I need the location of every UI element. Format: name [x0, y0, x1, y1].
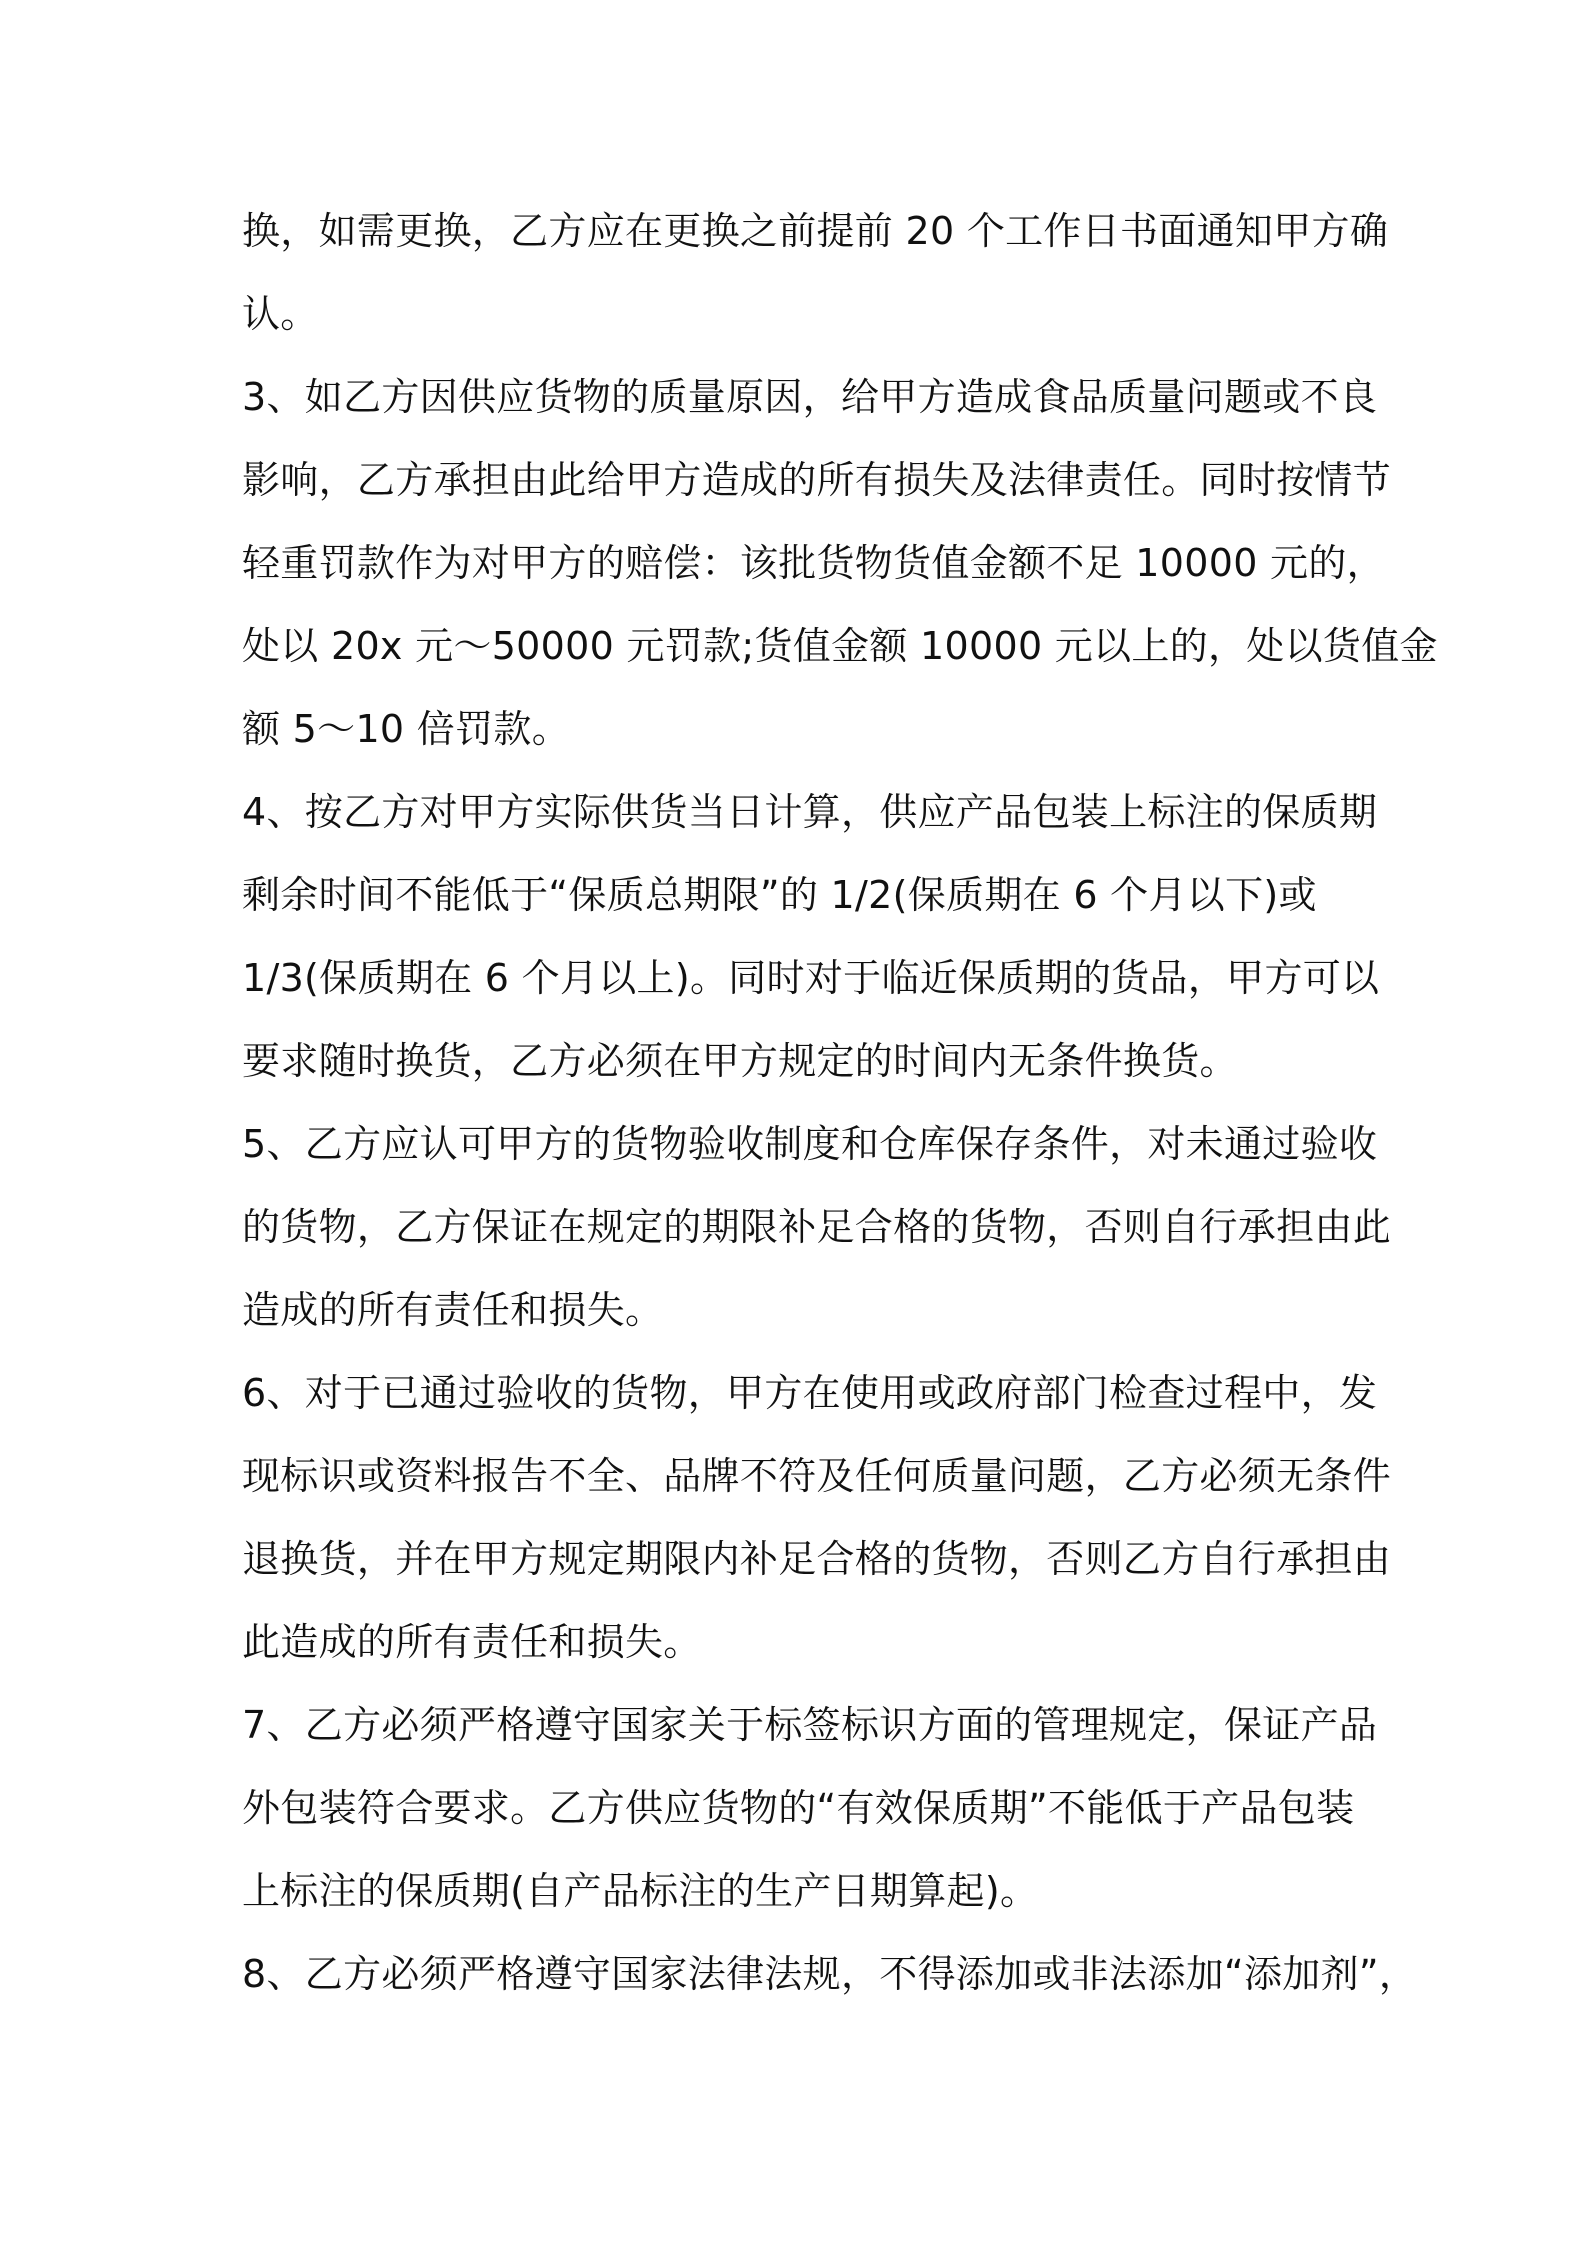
text-line: 造成的所有责任和损失。: [242, 1288, 664, 1332]
clause-4-line: 4、按乙方对甲方实际供货当日计算，供应产品包装上标注的保质期: [242, 790, 1378, 834]
text-line: 1/3(保质期在 6 个月以上)。同时对于临近保质期的货品，甲方可以: [242, 956, 1380, 1000]
text-line: 现标识或资料报告不全、品牌不符及任何质量问题，乙方必须无条件: [242, 1454, 1392, 1498]
text-line: 额 5～10 倍罚款。: [242, 707, 570, 751]
clause-8-line: 8、乙方必须严格遵守国家法律法规，不得添加或非法添加“添加剂”，: [242, 1952, 1418, 1996]
text-line: 退换货，并在甲方规定期限内补足合格的货物，否则乙方自行承担由: [242, 1537, 1392, 1581]
contract-body-text: [242, 190, 1438, 2016]
clause-5-line: 5、乙方应认可甲方的货物验收制度和仓库保存条件，对未通过验收: [242, 1122, 1378, 1166]
text-line: 上标注的保质期(自产品标注的生产日期算起)。: [242, 1869, 1039, 1913]
text-line: 剩余时间不能低于“保质总期限”的 1/2(保质期在 6 个月以下)或: [242, 873, 1317, 917]
text-line: 影响，乙方承担由此给甲方造成的所有损失及法律责任。同时按情节: [242, 458, 1392, 502]
text-line: 认。: [242, 292, 319, 336]
clause-6-line: 6、对于已通过验收的货物，甲方在使用或政府部门检查过程中，发: [242, 1371, 1378, 1415]
text-line: 此造成的所有责任和损失。: [242, 1620, 702, 1664]
text-line: 换，如需更换，乙方应在更换之前提前 20 个工作日书面通知甲方确: [242, 209, 1389, 253]
text-line: 要求随时换货，乙方必须在甲方规定的时间内无条件换货。: [242, 1039, 1238, 1083]
clause-7-line: 7、乙方必须严格遵守国家关于标签标识方面的管理规定，保证产品: [242, 1703, 1378, 1747]
text-line: 处以 20x 元～50000 元罚款;货值金额 10000 元以上的，处以货值金: [242, 624, 1438, 668]
text-line: 轻重罚款作为对甲方的赔偿：该批货物货值金额不足 10000 元的，: [242, 541, 1385, 585]
text-line: 外包装符合要求。乙方供应货物的“有效保质期”不能低于产品包装: [242, 1786, 1355, 1830]
text-line: 的货物，乙方保证在规定的期限补足合格的货物，否则自行承担由此: [242, 1205, 1392, 1249]
clause-3-line: 3、如乙方因供应货物的质量原因，给甲方造成食品质量问题或不良: [242, 375, 1378, 419]
